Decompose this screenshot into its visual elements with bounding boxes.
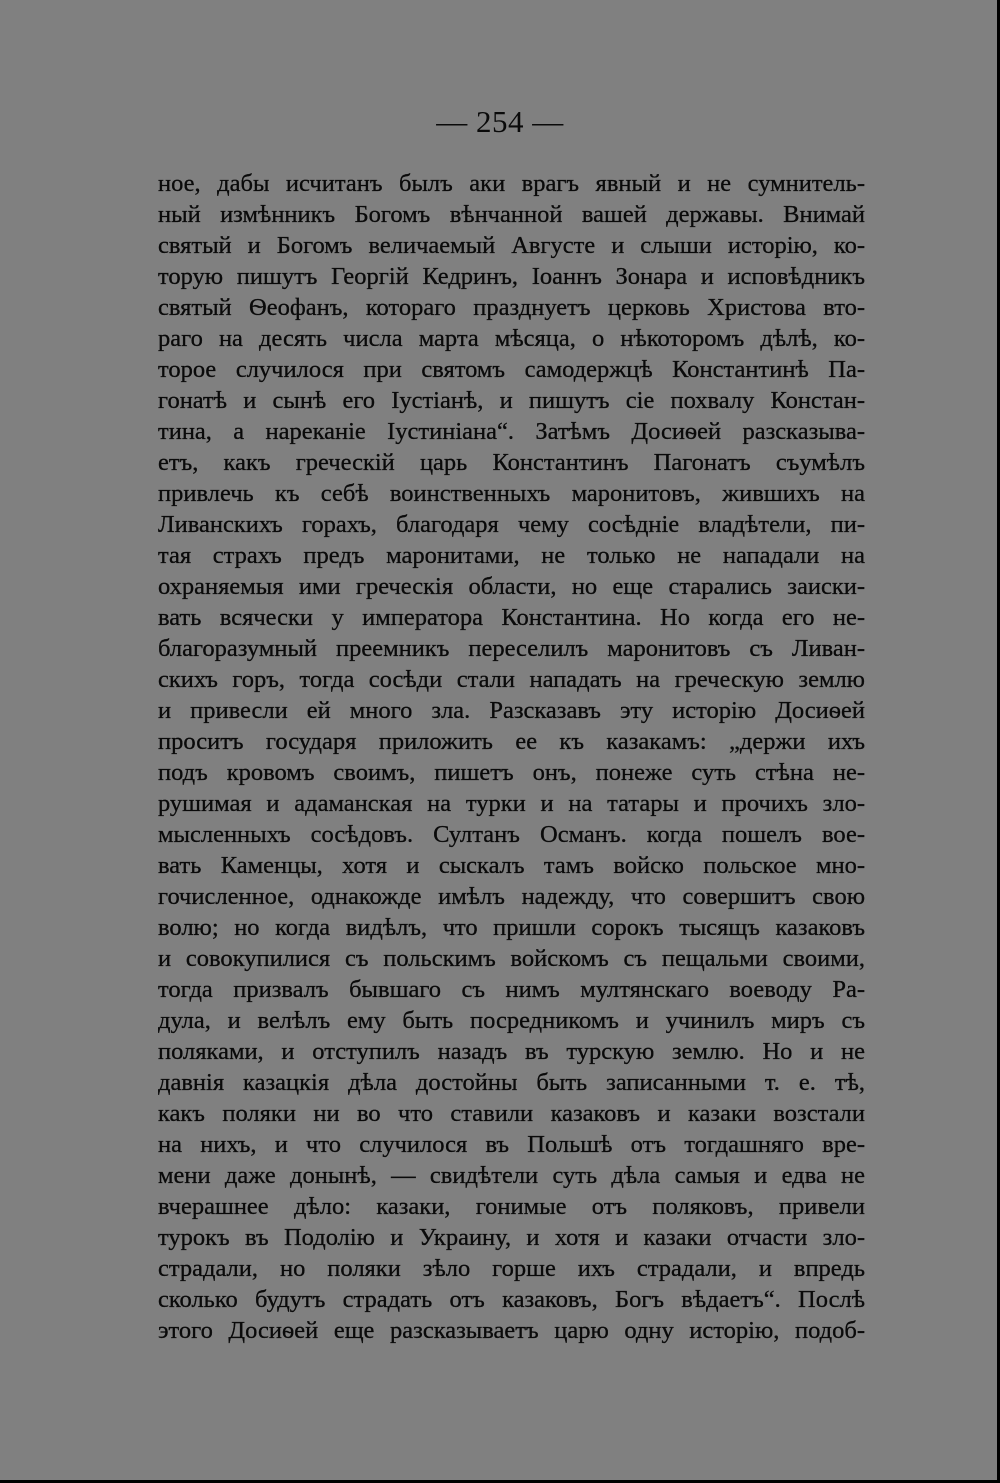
text-line: и привесли ей много зла. Разсказавъ эту исторію Досиѳей — [158, 697, 865, 724]
text-line: охраняемыя ими греческія области, но еще старались заиски- — [158, 573, 865, 600]
text-line: на нихъ, и что случилося въ Польшѣ отъ тогдашняго вре- — [158, 1131, 865, 1158]
text-line: страдали, но поляки зѣло горше ихъ страдали, и впредь — [158, 1255, 865, 1282]
text-line: дула, и велѣлъ ему быть посредникомъ и учинилъ миръ съ — [158, 1007, 865, 1034]
text-line: торую пишутъ Георгій Кедринъ, Іоаннъ Зонара и исповѣдникъ — [158, 263, 865, 290]
text-line: давнія казацкія дѣла достойны быть записанными т. е. тѣ, — [158, 1069, 865, 1096]
text-line: мени даже донынѣ, — свидѣтели суть дѣла самыя и едва не — [158, 1162, 865, 1189]
text-line: гонатѣ и сынѣ его Іустіанѣ, и пишутъ сіе похвалу Констан- — [158, 387, 865, 414]
text-line: сколько будутъ страдать отъ казаковъ, Богъ вѣдаетъ“. Послѣ — [158, 1286, 865, 1313]
text-line: Ливанскихъ горахъ, благодаря чему сосѣдніе владѣтели, пи- — [158, 511, 865, 538]
text-line: турокъ въ Подолію и Украину, и хотя и казаки отчасти зло- — [158, 1224, 865, 1251]
body-text — [158, 168, 865, 1346]
text-line: раго на десять числа марта мѣсяца, о нѣкоторомъ дѣлѣ, ко- — [158, 325, 865, 352]
text-line: рушимая и адаманская на турки и на татары и прочихъ зло- — [158, 790, 865, 817]
text-line: благоразумный преемникъ переселилъ маронитовъ съ Ливан- — [158, 635, 865, 662]
text-line: вать всячески у императора Константина. Но когда его не- — [158, 604, 865, 631]
text-line: святый и Богомъ величаемый Августе и слыши исторію, ко- — [158, 232, 865, 259]
text-line: тая страхъ предъ маронитами, не только не нападали на — [158, 542, 865, 569]
text-line: скихъ горъ, тогда сосѣди стали нападать на греческую землю — [158, 666, 865, 693]
page-number: — 254 — — [436, 104, 564, 139]
text-line: этого Досиѳей еще разсказываетъ царю одну исторію, подоб- — [158, 1317, 865, 1344]
text-line: святый Ѳеофанъ, котораго празднуетъ церковь Христова вто- — [158, 294, 865, 321]
text-line: торое случилося при святомъ самодержцѣ Константинѣ Па- — [158, 356, 865, 383]
text-line: и совокупилися съ польскимъ войскомъ съ пещальми своими, — [158, 945, 865, 972]
text-line: мысленныхъ сосѣдовъ. Султанъ Османъ. когда пошелъ вое- — [158, 821, 865, 848]
text-line: волю; но когда видѣлъ, что пришли сорокъ тысящъ казаковъ — [158, 914, 865, 941]
text-line: какъ поляки ни во что ставили казаковъ и казаки возстали — [158, 1100, 865, 1127]
text-line: поляками, и отступилъ назадъ въ турскую землю. Но и не — [158, 1038, 865, 1065]
text-line: гочисленное, однакожде имѣлъ надежду, что совершитъ свою — [158, 883, 865, 910]
text-line: привлечь къ себѣ воинственныхъ маронитовъ, жившихъ на — [158, 480, 865, 507]
text-line: тогда призвалъ бывшаго съ нимъ мултянскаго воеводу Ра- — [158, 976, 865, 1003]
text-line: вчерашнее дѣло: казаки, гонимые отъ поляковъ, привели — [158, 1193, 865, 1220]
text-line: ный измѣнникъ Богомъ вѣнчанной вашей державы. Внимай — [158, 201, 865, 228]
text-line: етъ, какъ греческій царь Константинъ Пагонатъ съумѣлъ — [158, 449, 865, 476]
text-line: подъ кровомъ своимъ, пишетъ онъ, понеже суть стѣна не- — [158, 759, 865, 786]
text-line: вать Каменцы, хотя и сыскалъ тамъ войско польское мно- — [158, 852, 865, 879]
text-line: ное, дабы исчитанъ былъ аки врагъ явный и не сумнитель- — [158, 170, 865, 197]
text-line: тина, а нареканіе Іустиніана“. Затѣмъ Досиѳей разсказыва- — [158, 418, 865, 445]
text-line: проситъ государя приложить ее къ казакамъ: „держи ихъ — [158, 728, 865, 755]
